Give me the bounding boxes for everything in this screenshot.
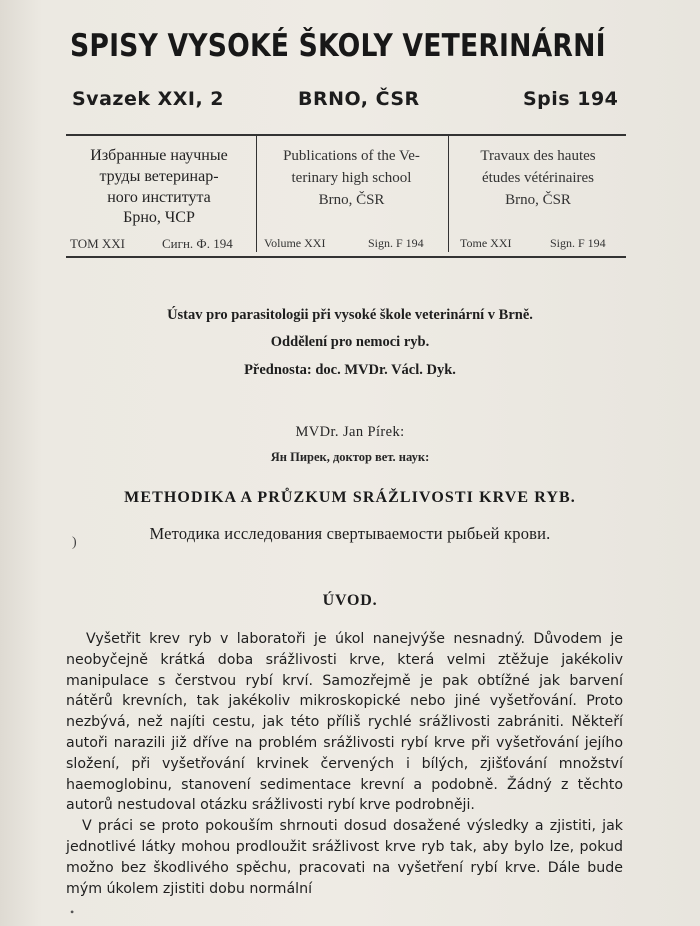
russian-series-title: Избранные научные труды ветеринар- ного института Брно, ЧСР — [90, 147, 228, 227]
spis-number: Spis 194 — [523, 88, 619, 110]
body-text — [66, 629, 623, 899]
english-series-title: Publications of the Ve- terinary high school Brno, ČSR — [283, 148, 420, 208]
column-divider-1 — [256, 134, 257, 252]
article-title-russian: Методика исследования свертываемости рыбьей крови. — [149, 524, 551, 543]
institute-block — [100, 302, 600, 384]
en-volume: Volume XXI — [264, 236, 326, 250]
en-sign: Sign. F 194 — [368, 236, 424, 250]
author-czech: MVDr. Jan Pírek: — [295, 424, 405, 440]
author-russian: Ян Пирек, доктор вет. наук: — [270, 450, 430, 464]
footer-mark: • — [70, 905, 75, 919]
paragraph-1: Vyšetřit krev ryb v laboratoři je úkol nanejvýše nesnadný. Důvodem je neobyčejně krátká doba srážlivosti krve, která velmi ztěžuje jakékoliv manipulace s čerstvou rybí krví. Samozřejmě je pak obtížné jak barvení nátěrů krevních, tak jakékoliv mikroskopické nebo jiné vyšetřování. Proto nezbývá, než najíti cestu, jak této příliš rychlé srážlivosti zabrániti. Někteří autoři narazili již dříve na problém srážlivosti rybí krve při vyšetřování jejího složení, při vyšetřování krvinek červených i bílých, zjišťování množství haemoglobinu, stanovení sedimentace krevní a podobně. Žádný z těchto autorů nestudoval otázku srážlivosti rybí krve podrobněji. — [66, 631, 623, 814]
french-series-title: Travaux des hautes études vétérinaires Brno, ČSR — [480, 148, 596, 208]
institute-name: Ústav pro parasitologii při vysoké škole veterinární v Brně. — [167, 307, 533, 323]
series-title: SPISY VYSOKÉ ŠKOLY VETERINÁRNÍ — [70, 28, 606, 64]
column-divider-2 — [448, 134, 449, 252]
fr-sign: Sign. F 194 — [550, 236, 606, 250]
article-title: METHODIKA A PRŮZKUM SRÁŽLIVOSTI KRVE RYB. — [124, 489, 576, 506]
section-heading: ÚVOD. — [322, 592, 378, 609]
fr-tome: Tome XXI — [460, 236, 512, 250]
header-top-rule — [66, 134, 626, 136]
department-head: Přednosta: doc. MVDr. Václ. Dyk. — [244, 361, 456, 378]
ru-sign: Сигн. Ф. 194 — [162, 236, 233, 251]
ru-tom: TOM XXI — [70, 236, 126, 251]
volume-number: Svazek XXI, 2 — [72, 88, 225, 110]
margin-mark: ) — [72, 535, 77, 550]
paragraph-2: V práci se proto pokouším shrnouti dosud dosažené výsledky a zjistiti, jak jednotlivé látky mohou prodloužit srážlivost krve ryb tak, aby bylo lze, pokud možno bez škodlivého spěchu, pracovati na vyšetření rybí krve. Dále bude mým úkolem zjistiti dobu normální — [66, 818, 623, 897]
publication-place: BRNO, ČSR — [298, 88, 420, 110]
header-bottom-rule — [66, 256, 626, 258]
department-name: Oddělení pro nemoci ryb. — [270, 334, 430, 351]
